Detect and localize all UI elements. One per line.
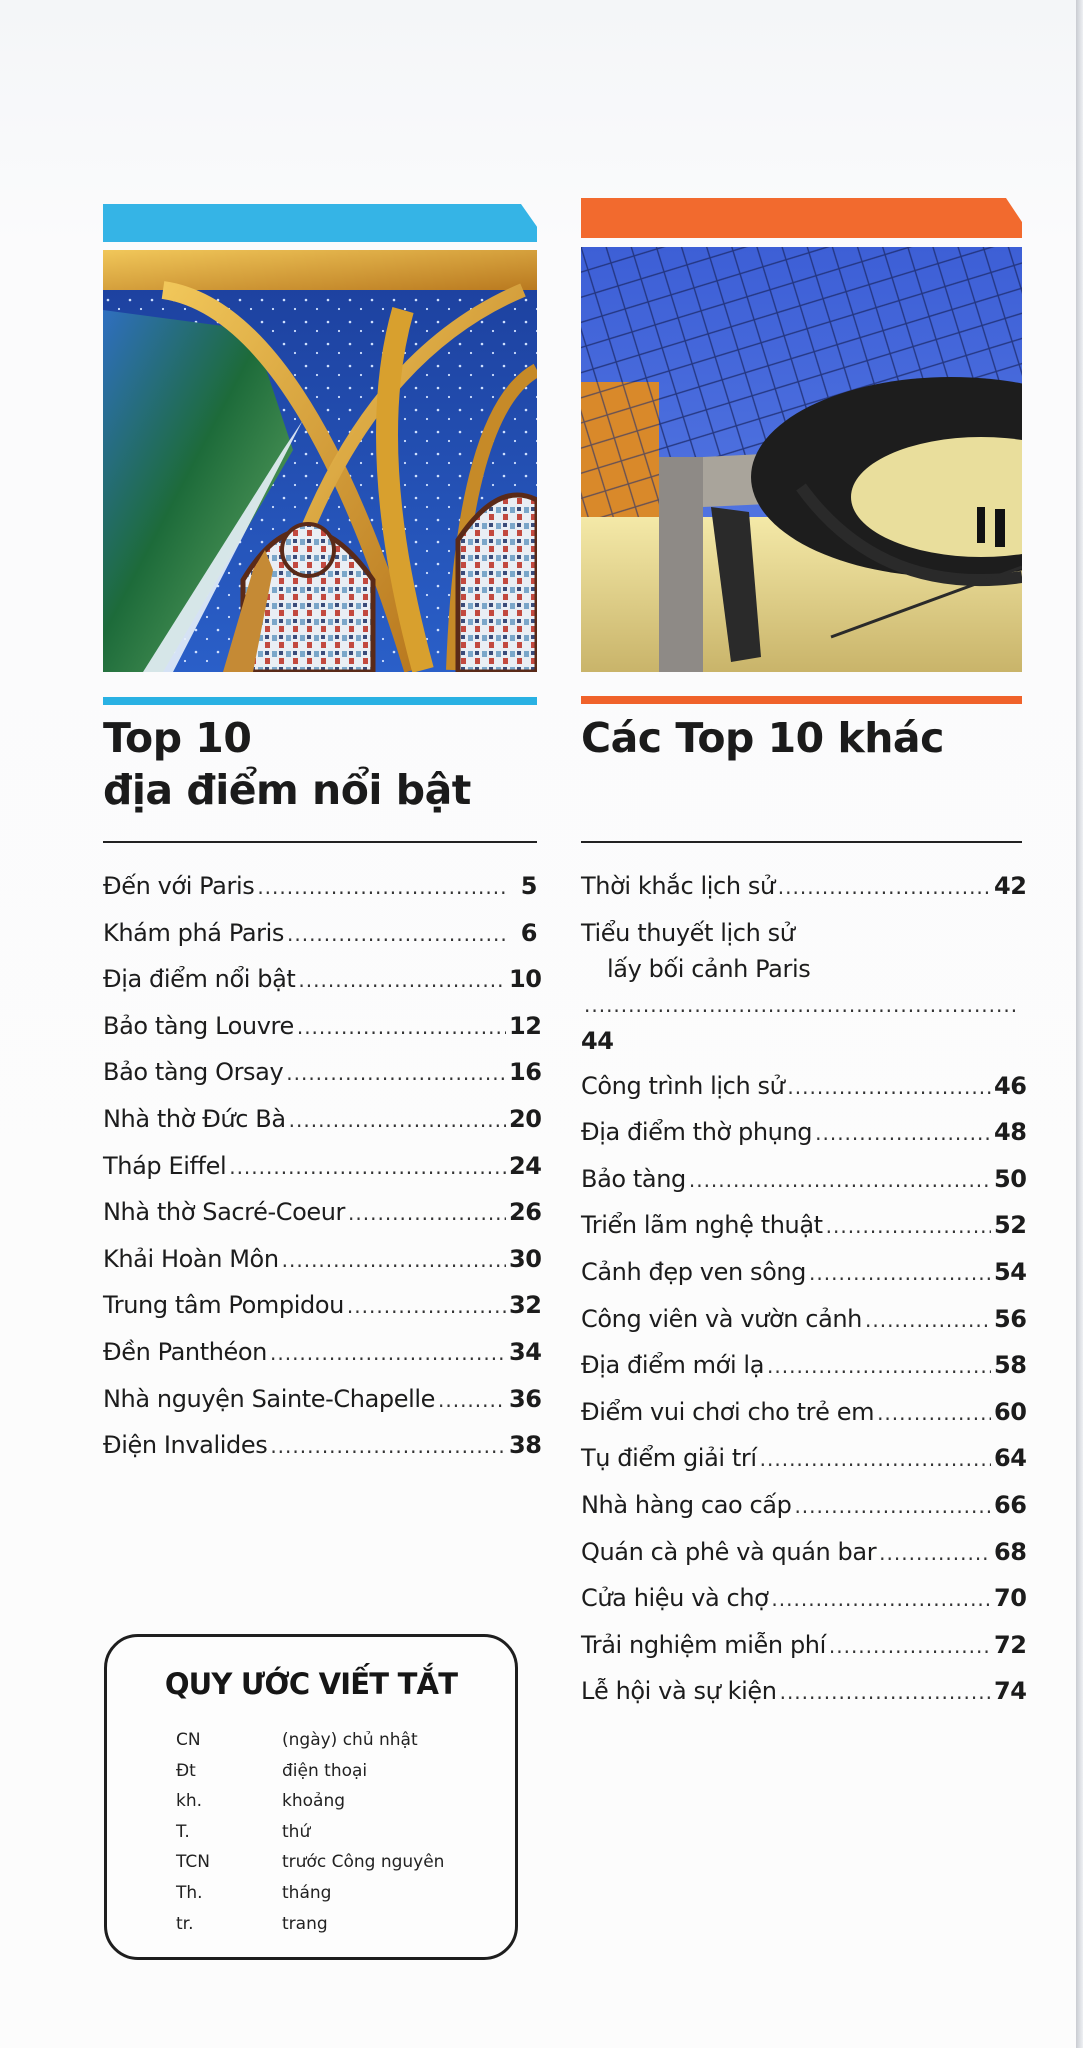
section-tab-blue <box>103 204 537 242</box>
dot-leader <box>289 1098 506 1144</box>
toc-list-other <box>581 864 1027 1716</box>
toc-page-number: 38 <box>509 1431 542 1460</box>
dot-leader <box>298 958 506 1004</box>
toc-page-number: 46 <box>994 1071 1027 1100</box>
toc-page-number: 32 <box>509 1291 542 1320</box>
dot-leader <box>689 1158 991 1204</box>
toc-entry[interactable] <box>103 1237 542 1284</box>
abbreviations-list <box>176 1725 444 1939</box>
dot-leader <box>877 1391 991 1437</box>
toc-entry[interactable] <box>103 1097 542 1144</box>
toc-entry[interactable] <box>581 1343 1027 1390</box>
title-divider <box>103 841 537 843</box>
dot-leader <box>787 1065 991 1111</box>
title-line-1: Các Top 10 khác <box>581 714 944 762</box>
toc-label: Bảo tàng <box>581 1164 686 1193</box>
abbreviations-box <box>104 1634 518 1960</box>
toc-page-number: 34 <box>509 1337 542 1366</box>
toc-label: Nhà nguyện Sainte-Chapelle <box>103 1384 435 1413</box>
abbreviation-row <box>176 1725 444 1756</box>
abbreviation-meaning: điện thoại <box>282 1760 368 1781</box>
abbreviation-row <box>176 1878 444 1909</box>
toc-page-number: 56 <box>994 1304 1027 1333</box>
toc-entry[interactable] <box>581 1250 1027 1297</box>
toc-list-top10 <box>103 864 542 1470</box>
toc-entry[interactable] <box>103 1144 542 1191</box>
toc-page-number: 64 <box>994 1444 1027 1473</box>
toc-entry[interactable] <box>103 1283 542 1330</box>
toc-label: Nhà thờ Sacré-Coeur <box>103 1198 346 1227</box>
toc-entry[interactable] <box>103 957 542 1004</box>
toc-label: Khám phá Paris <box>103 918 284 947</box>
abbreviation-meaning: thứ <box>282 1821 311 1842</box>
toc-page-number: 10 <box>509 965 542 994</box>
toc-label: Đến với Paris <box>103 872 255 900</box>
title-divider <box>581 841 1022 843</box>
toc-label: Cửa hiệu và chợ <box>581 1584 769 1613</box>
toc-entry[interactable] <box>581 1110 1027 1157</box>
toc-label-continuation: lấy bối cảnh Paris <box>607 954 811 983</box>
title-line-1: Top 10 <box>103 714 252 762</box>
toc-page-number: 24 <box>509 1151 542 1180</box>
dot-leader <box>287 912 506 958</box>
toc-label: Triển lãm nghệ thuật <box>581 1211 823 1240</box>
toc-page-number: 36 <box>509 1384 542 1413</box>
toc-entry[interactable] <box>581 1157 1027 1204</box>
dot-leader <box>270 1424 506 1470</box>
toc-page-number: 30 <box>509 1244 542 1273</box>
toc-entry[interactable] <box>581 1436 1027 1483</box>
abbreviation-meaning: khoảng <box>282 1791 346 1812</box>
toc-entry[interactable] <box>103 1330 542 1377</box>
dot-leader <box>809 1251 991 1297</box>
section-title-top10 <box>103 712 537 816</box>
toc-label: Đền Panthéon <box>103 1337 267 1366</box>
toc-label: Công viên và vườn cảnh <box>581 1304 862 1333</box>
dot-leader <box>826 1204 991 1250</box>
abbreviation-meaning: trang <box>282 1913 328 1934</box>
toc-page-number: 68 <box>994 1537 1027 1566</box>
toc-label: Nhà thờ Đức Bà <box>103 1104 286 1133</box>
dot-leader <box>767 1344 991 1390</box>
dot-leader <box>229 1145 506 1191</box>
abbreviation-key: TCN <box>176 1852 210 1873</box>
abbreviation-row <box>176 1909 444 1940</box>
toc-page-number: 54 <box>994 1257 1027 1286</box>
abbreviation-meaning: (ngày) chủ nhật <box>282 1730 418 1750</box>
toc-entry[interactable] <box>581 1297 1027 1344</box>
dot-leader <box>815 1111 991 1157</box>
dot-leader <box>778 865 991 911</box>
abbreviation-key: Th. <box>176 1882 203 1903</box>
abbreviation-key: CN <box>176 1730 201 1750</box>
toc-page-number: 72 <box>994 1630 1027 1659</box>
toc-label: Trung tâm Pompidou <box>103 1291 344 1320</box>
dot-leader <box>584 987 1019 1023</box>
toc-entry[interactable] <box>581 1669 1027 1716</box>
toc-page-number: 6 <box>520 918 537 947</box>
toc-label: Tháp Eiffel <box>103 1151 227 1180</box>
toc-page-number: 44 <box>581 1026 614 1055</box>
dot-leader <box>771 1577 991 1623</box>
toc-label: Thời khắc lịch sử <box>581 872 775 900</box>
dot-leader <box>257 865 506 911</box>
abbreviation-row <box>176 1786 444 1817</box>
abbreviation-key: tr. <box>176 1913 194 1934</box>
dot-leader <box>347 1284 506 1330</box>
toc-label: Nhà hàng cao cấp <box>581 1490 792 1519</box>
toc-label: Bảo tàng Louvre <box>103 1011 294 1040</box>
section-tab-orange <box>581 198 1022 238</box>
toc-label: Điện Invalides <box>103 1431 268 1460</box>
dot-leader <box>794 1484 991 1530</box>
toc-page-number: 12 <box>509 1011 542 1040</box>
abbreviations-title: QUY ƯỚC VIẾT TẮT <box>164 1667 458 1701</box>
toc-page-number: 66 <box>994 1490 1027 1519</box>
toc-label: Cảnh đẹp ven sông <box>581 1257 807 1286</box>
toc-page-number: 26 <box>509 1198 542 1227</box>
abbreviation-key: kh. <box>176 1791 203 1812</box>
title-line-2: địa điểm nổi bật <box>103 766 471 814</box>
dot-leader <box>879 1531 991 1577</box>
toc-label: Tiểu thuyết lịch sử <box>581 918 795 947</box>
toc-page-number: 48 <box>994 1118 1027 1147</box>
toc-label: Điểm vui chơi cho trẻ em <box>581 1397 875 1426</box>
toc-page-number: 42 <box>994 872 1027 900</box>
toc-entry[interactable] <box>581 1530 1027 1577</box>
toc-entry[interactable] <box>581 1483 1027 1530</box>
louvre-pyramid-photo <box>581 247 1022 672</box>
toc-entry[interactable] <box>103 864 537 911</box>
toc-page-number: 20 <box>509 1104 542 1133</box>
toc-entry[interactable] <box>581 1203 1027 1250</box>
toc-label: Bảo tàng Orsay <box>103 1058 284 1087</box>
abbreviation-row <box>176 1847 444 1878</box>
toc-page-number: 70 <box>994 1584 1027 1613</box>
chapel-photo <box>103 250 537 672</box>
dot-leader <box>348 1191 506 1237</box>
section-rule-blue <box>103 697 537 705</box>
toc-page-number: 58 <box>994 1351 1027 1380</box>
dot-leader <box>829 1624 991 1670</box>
toc-label: Địa điểm thờ phụng <box>581 1118 813 1147</box>
toc-entry[interactable] <box>581 1064 1027 1111</box>
dot-leader <box>760 1437 991 1483</box>
toc-entry[interactable] <box>581 1576 1027 1623</box>
toc-page-number: 16 <box>509 1058 542 1087</box>
toc-entry[interactable] <box>581 1390 1027 1437</box>
dot-leader <box>297 1005 506 1051</box>
dot-leader <box>865 1298 991 1344</box>
abbreviation-meaning: tháng <box>282 1882 332 1903</box>
section-title-other-top10 <box>581 712 1022 764</box>
toc-page-number: 60 <box>994 1397 1027 1426</box>
page-edge <box>1076 0 1083 2048</box>
toc-page-number: 74 <box>994 1677 1027 1706</box>
toc-page-number: 50 <box>994 1164 1027 1193</box>
abbreviation-row <box>176 1756 444 1787</box>
toc-label: Công trình lịch sử <box>581 1071 785 1100</box>
dot-leader <box>286 1051 506 1097</box>
toc-label: Địa điểm nổi bật <box>103 965 296 994</box>
abbreviation-key: Đt <box>176 1760 196 1781</box>
toc-entry[interactable] <box>581 1623 1027 1670</box>
dot-leader <box>780 1670 991 1716</box>
toc-entry[interactable] <box>103 1050 542 1097</box>
toc-label: Tụ điểm giải trí <box>581 1444 757 1473</box>
dot-leader <box>282 1238 506 1284</box>
toc-label: Quán cà phê và quán bar <box>581 1537 877 1566</box>
toc-entry[interactable] <box>581 911 1022 1064</box>
toc-entry[interactable] <box>581 864 1027 911</box>
toc-entry[interactable] <box>103 911 537 958</box>
toc-entry[interactable] <box>103 1190 542 1237</box>
toc-label: Địa điểm mới lạ <box>581 1351 765 1380</box>
dot-leader <box>270 1331 506 1377</box>
section-rule-orange <box>581 696 1022 704</box>
abbreviation-key: T. <box>176 1821 190 1842</box>
toc-label: Lễ hội và sự kiện <box>581 1677 777 1706</box>
toc-page-number: 52 <box>994 1211 1027 1240</box>
toc-page-number: 5 <box>520 872 537 900</box>
abbreviation-meaning: trước Công nguyên <box>282 1852 445 1873</box>
toc-entry[interactable] <box>103 1377 542 1424</box>
dot-leader <box>438 1378 506 1424</box>
abbreviation-row <box>176 1817 444 1848</box>
toc-label: Trải nghiệm miễn phí <box>581 1630 826 1659</box>
toc-entry[interactable] <box>103 1423 542 1470</box>
toc-label: Khải Hoàn Môn <box>103 1244 279 1273</box>
toc-entry[interactable] <box>103 1004 542 1051</box>
